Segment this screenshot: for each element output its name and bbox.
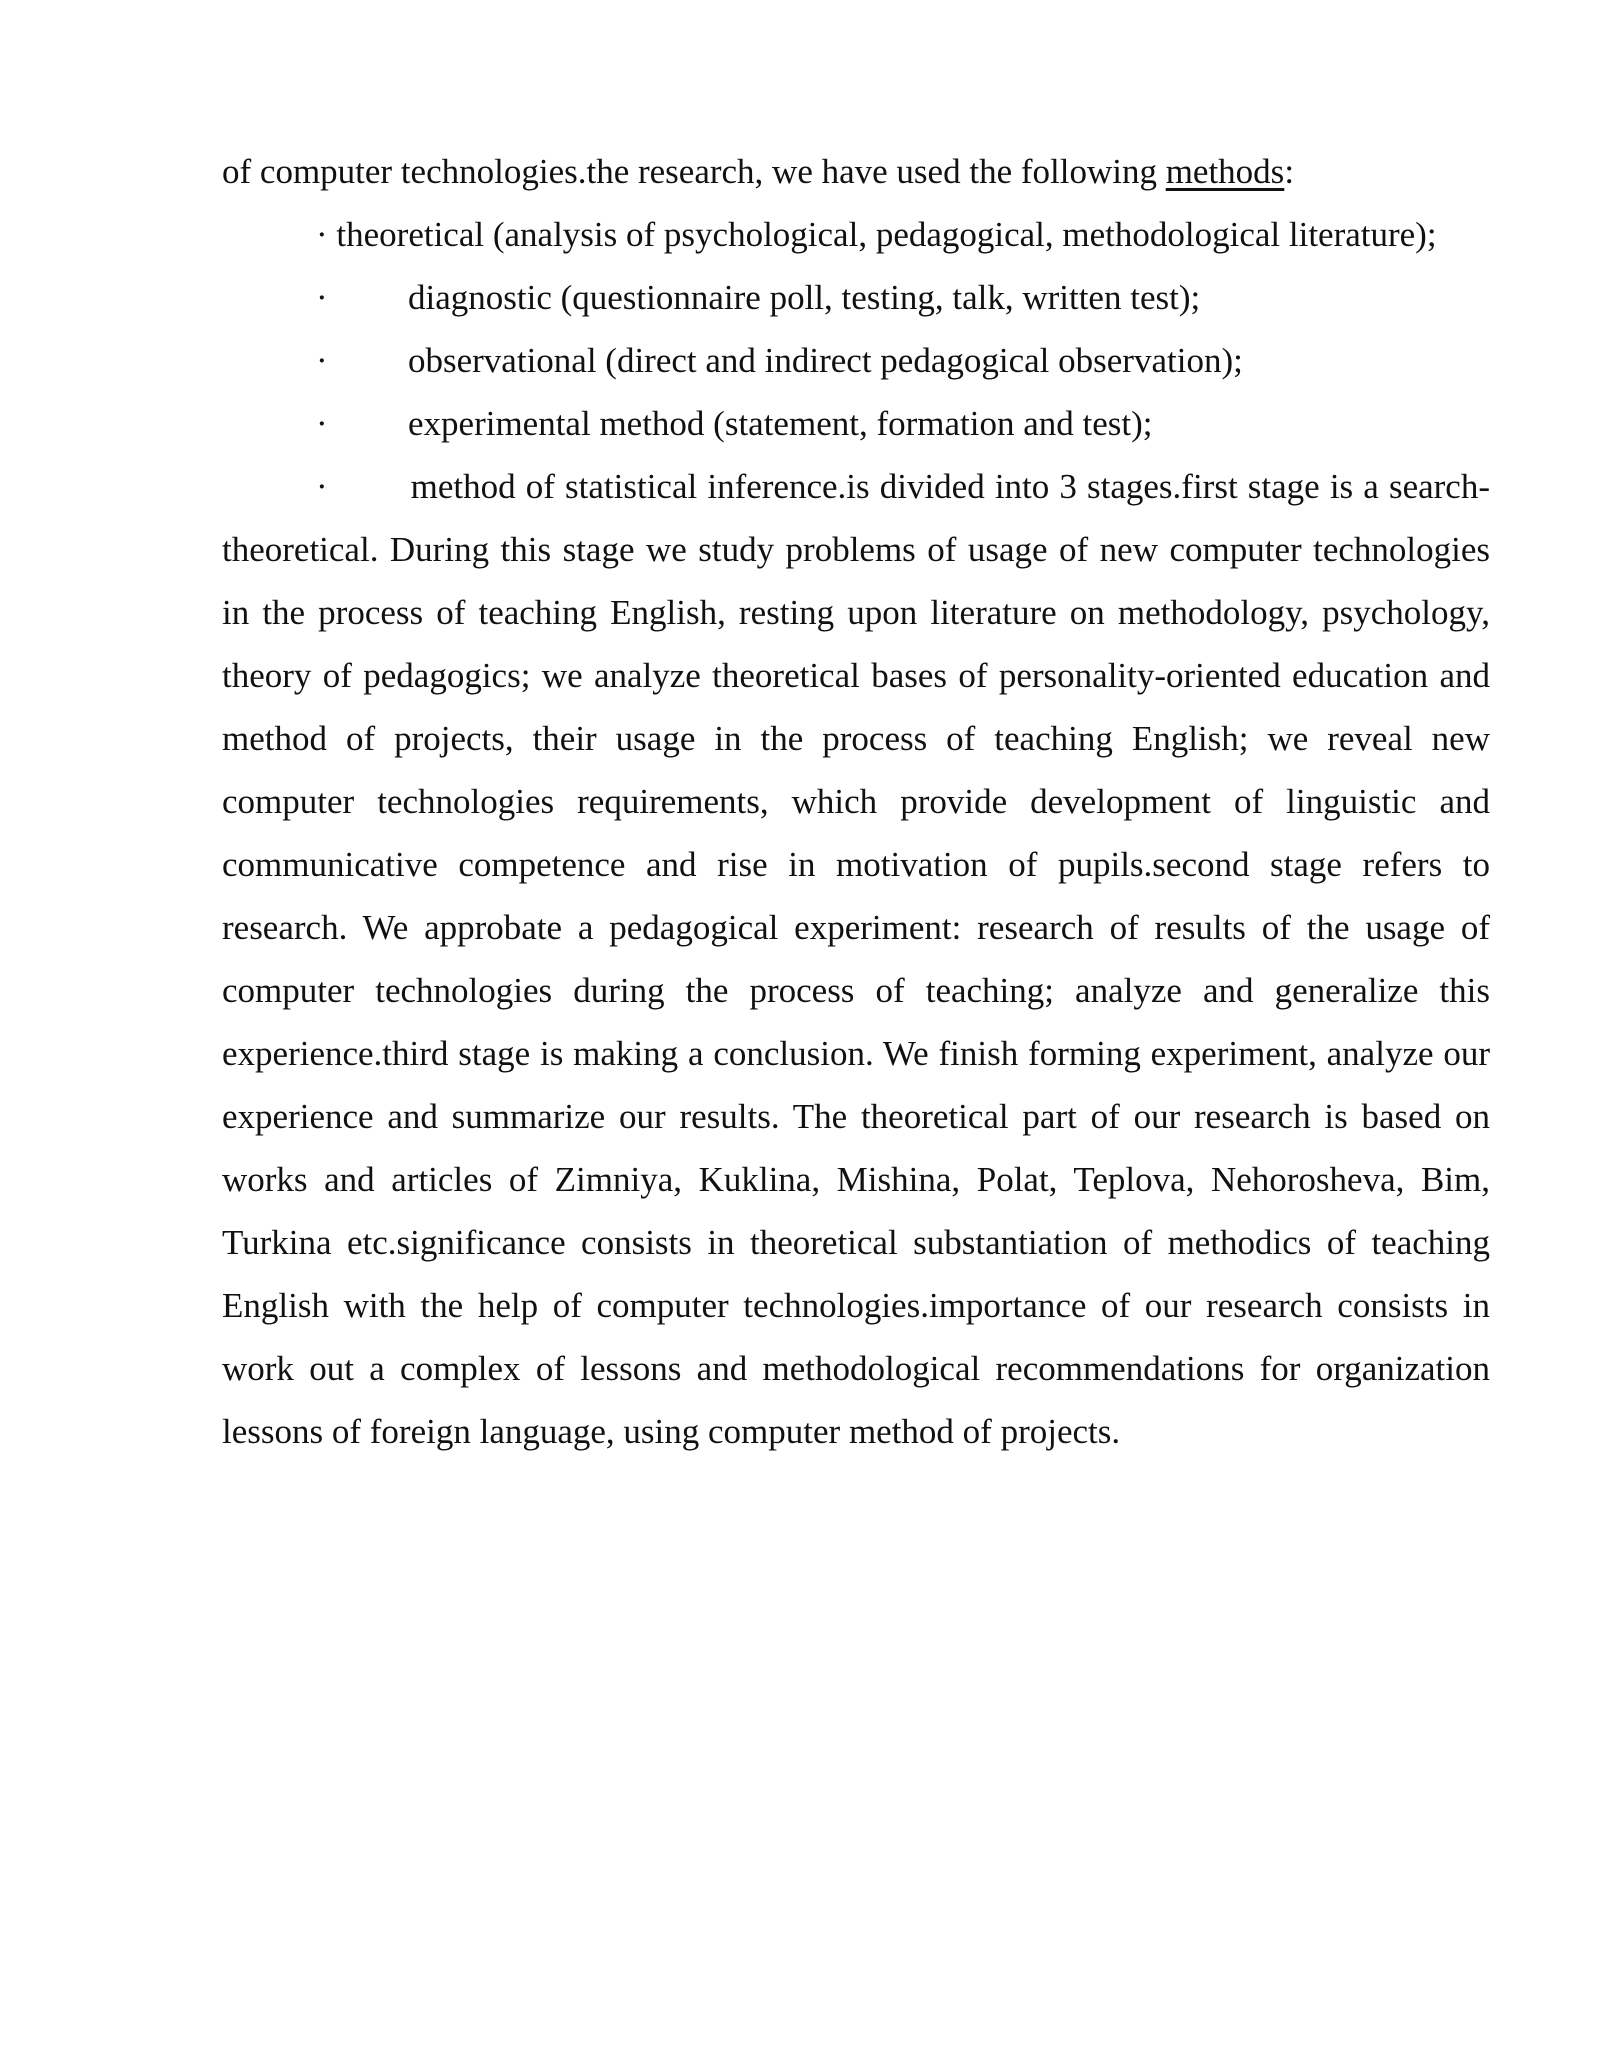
bullet-dot: · (316, 341, 328, 380)
bullet-dot: · (316, 278, 328, 317)
bullet-text: diagnostic (questionnaire poll, testing, talk, written test); (408, 278, 1201, 317)
bullet-dot: · (316, 404, 328, 443)
intro-colon: : (1284, 152, 1295, 191)
body-paragraph (222, 455, 1490, 1463)
bullet-text: theoretical (analysis of psychological, pedagogical, methodological literature); (336, 215, 1437, 254)
bullet-dot: · (316, 467, 328, 506)
body-text: method of statistical inference.is divided into 3 stages.first stage is a search-theoretical. During this stage we study problems of usage of new computer technologies in the process of teaching English, resting upon literature on methodology, psychology, theory of pedagogics; we analyze theoretical bases of personality-oriented education and method of projects, their usage in the process of teaching English; we reveal new computer technologies requirements, which provide development of linguistic and communicative competence and rise in motivation of pupils.second stage refers to research. We approbate a pedagogical experiment: research of results of the usage of computer technologies during the process of teaching; analyze and generalize this experience.third stage is making a conclusion. We finish forming experiment, analyze our experience and summarize our results. The theoretical part of our research is based on works and articles of Zimniya, Kuklina, Mishina, Polat, Teplova, Nehorosheva, Bim, Turkina etc.significance consists in theoretical substantiation of methodics of teaching English with the help of computer technologies.importance of our research consists in work out a complex of lessons and methodological recommendations for organization lessons of foreign language, using computer method of projects. (222, 467, 1490, 1451)
bullet-dot: · (316, 215, 328, 254)
methods-link[interactable]: methods (1165, 152, 1285, 191)
bullet-diagnostic (222, 266, 1490, 329)
intro-line (222, 140, 1490, 203)
document-page (222, 140, 1490, 1463)
bullet-theoretical (222, 203, 1490, 266)
bullet-text: experimental method (statement, formation and test); (408, 404, 1153, 443)
bullet-text: observational (direct and indirect pedagogical observation); (408, 341, 1243, 380)
bullet-experimental (222, 392, 1490, 455)
bullet-observational (222, 329, 1490, 392)
intro-text: of computer technologies.the research, we have used the following (222, 152, 1166, 191)
